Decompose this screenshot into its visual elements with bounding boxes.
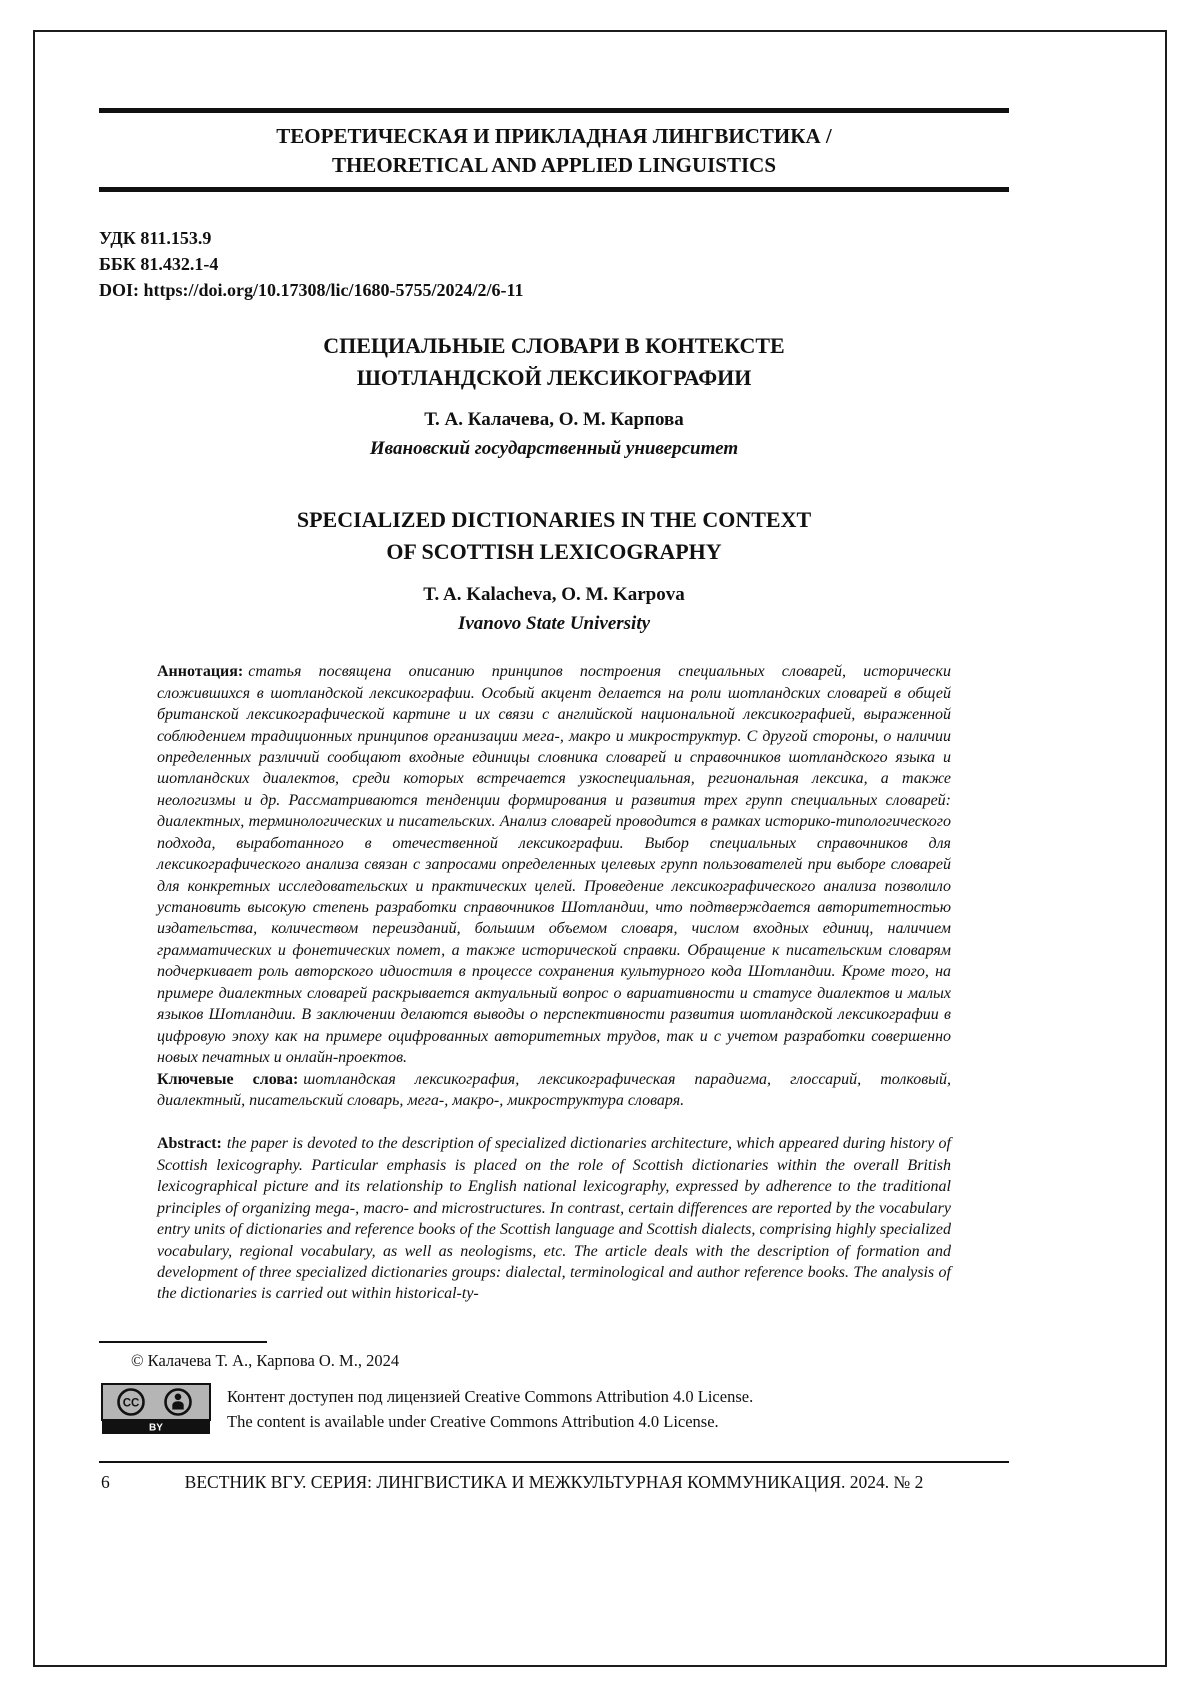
journal-title: ВЕСТНИК ВГУ. СЕРИЯ: ЛИНГВИСТИКА И МЕЖКУЛЬТУРНАЯ КОММУНИКАЦИЯ. 2024. № 2 <box>184 1471 924 1492</box>
udk-line: УДК 811.153.9 <box>99 227 212 248</box>
keywords-ru-text: шотландская лексикография, лексикографическая парадигма, глоссарий, толковый, диалектный, писательский словарь, мега-, макро-, микроструктура словаря. <box>157 1070 951 1109</box>
abstract-en-label: Abstract: <box>157 1135 222 1153</box>
bbk-line: ББК 81.432.1-4 <box>99 253 219 274</box>
license-text-ru: Контент доступен под лицензией Creative Commons Attribution 4.0 License. <box>227 1386 754 1406</box>
page-border-frame <box>33 30 1167 1667</box>
doi-line[interactable]: DOI: https://doi.org/10.17308/lic/1680-5755/2024/2/6-11 <box>99 279 524 300</box>
abstract-ru-text: статья посвящена описанию принципов построения специальных словарей, исторически сложившихся в шотландской лексикографии. Особый акцент делается на роли шотландских словарей в общей британской лексикографической картине и их связи с английской национальной лексикографией, выраженной соблюдением традиционных принципов организации мега-, макро и микроструктур. С другой стороны, о наличии определенных различий сообщают входные единицы словника словарей и справочников шотландского языка и шотландских диалектов, среди которых встречается узкоспециальная, региональная лексика, а также неологизмы и др. Рассматриваются тенденции формирования и развития трех групп специальных словарей: диалектных, терминологических и писательских. Анализ словарей проводится в рамках историко-типологического подхода, выработанного в отечественной лексикографии. Выбор специальных справочников для лексикографического анализа связан с запросами определенных целевых групп пользователей при выборе словарей для конкретных исследовательских и практических целей. Проведение лексикографического анализа позволило установить высокую степень разработки справочников Шотландии, что подтверждается авторитетностью издательства, количеством переизданий, большим объемом словаря, числом входных единиц, наличием грамматических и фонетических помет, а также исторической справки. Обращение к писательским словарям подчеркивает роль авторского идиостиля в процессе сохранения культурного кода Шотландии. Кроме того, на примере диалектных словарей раскрывается актуальный вопрос о вариативности и статусе диалектов и малых языков Шотландии. В заключении делаются выводы о перспективности развития шотландской лексикографии в цифровую эпоху как на примере оцифрованных авторитетных трудов, так и с учетом разработки совершенно новых печатных и онлайн-проектов. <box>157 663 951 1067</box>
abstract-ru <box>157 661 951 1068</box>
affiliation-en: Ivanovo State University <box>457 613 651 635</box>
license-text-en: The content is available under Creative Commons Attribution 4.0 License. <box>227 1411 719 1431</box>
license-text <box>227 1383 753 1435</box>
footer-line <box>99 1472 1009 1496</box>
annotation-block <box>99 661 1009 1305</box>
article-title-en-line1: SPECIALIZED DICTIONARIES IN THE CONTEXT <box>296 507 812 533</box>
abstract-ru-label: Аннотация: <box>157 663 244 681</box>
article-title-ru <box>99 330 1009 394</box>
article-title-ru-line1: СПЕЦИАЛЬНЫЕ СЛОВАРИ В КОНТЕКСТЕ <box>323 332 785 358</box>
copyright-line: © Калачева Т. А., Карпова О. М., 2024 <box>131 1350 400 1370</box>
article-title-ru-line2: ШОТЛАНДСКОЙ ЛЕКСИКОГРАФИИ <box>356 364 752 390</box>
page-footer <box>99 1461 1009 1496</box>
keywords-ru <box>157 1069 951 1112</box>
footnote-block <box>99 1341 1009 1371</box>
cc-letters: CC <box>122 1397 140 1410</box>
section-header-title <box>99 113 1009 187</box>
person-icon-head <box>175 1393 182 1400</box>
header-rule-bottom <box>99 187 1009 192</box>
article-title-en-line2: OF SCOTTISH LEXICOGRAPHY <box>386 539 722 565</box>
authors-en: T. A. Kalacheva, O. M. Karpova <box>423 584 685 606</box>
keywords-ru-label: Ключевые слова: <box>157 1070 299 1088</box>
page-content <box>99 108 1009 1496</box>
page-number: 6 <box>101 1471 110 1492</box>
person-icon-body <box>172 1401 183 1409</box>
abstract-en <box>157 1133 951 1305</box>
biblio-meta <box>99 226 1009 304</box>
article-title-en <box>99 504 1009 568</box>
license-row <box>99 1383 1009 1435</box>
authors-ru: Т. А. Калачева, О. М. Карпова <box>424 409 684 431</box>
cc-by-license-icon <box>101 1383 211 1435</box>
section-header-line-en: THEORETICAL AND APPLIED LINGUISTICS <box>331 152 777 177</box>
by-letters: BY <box>149 1422 163 1434</box>
footnote-separator-rule <box>99 1341 267 1343</box>
affiliation-ru: Ивановский государственный университет <box>369 438 739 460</box>
footer-rule <box>99 1461 1009 1463</box>
section-header-line-ru: ТЕОРЕТИЧЕСКАЯ И ПРИКЛАДНАЯ ЛИНГВИСТИКА / <box>276 124 832 148</box>
abstract-en-text: the paper is devoted to the description of specialized dictionaries architecture, which appeared during history of Scottish lexicography. Particular emphasis is placed on the role of Scottish dictionaries within the overall British lexicographical picture and its relationship to English national lexicography, expressed by adherence to the traditional principles of organizing mega-, macro- and microstructures. In contrast, certain differences are reported by the vocabulary entry units of dictionaries and reference books of the Scottish language and Scottish dialects, comprising highly specialized vocabulary, regional vocabulary, as well as neologisms, etc. The article deals with the description of formation and development of three specialized dictionaries groups: dialectal, terminological and author reference books. The analysis of the dictionaries is carried out within historical-ty- <box>157 1135 951 1303</box>
